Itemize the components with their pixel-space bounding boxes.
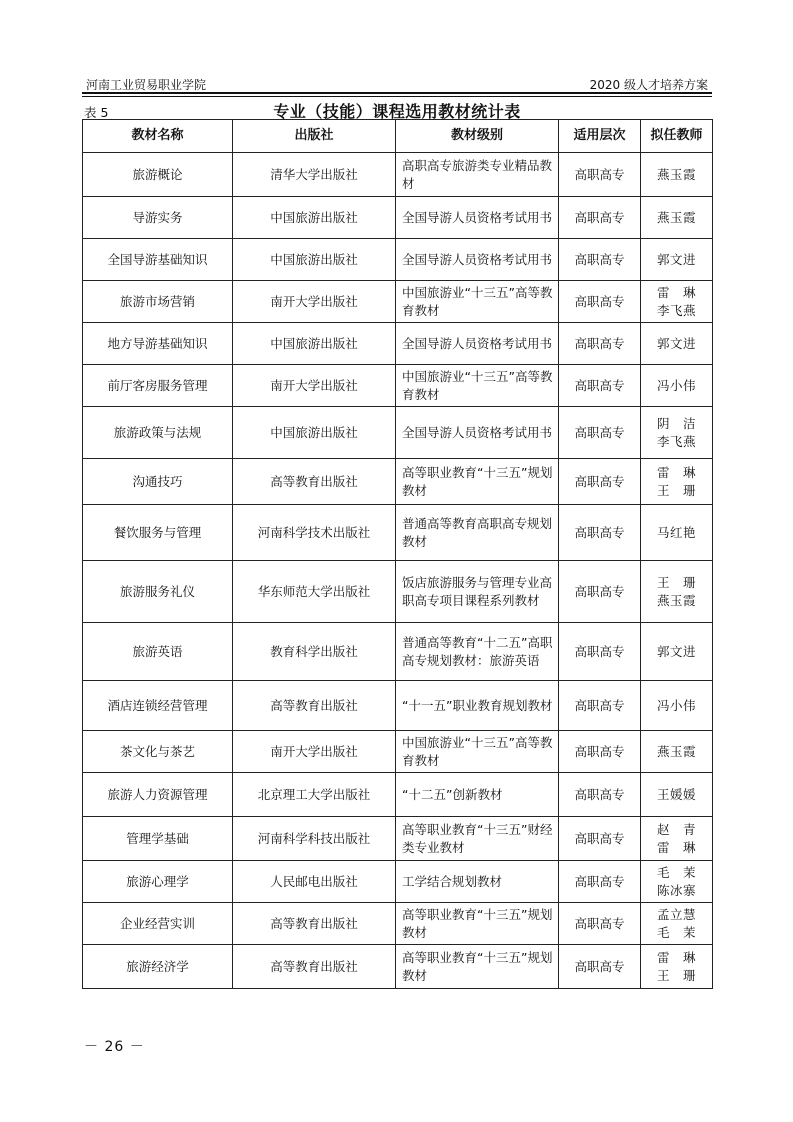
applicable-tier-cell: 高职高专 — [559, 773, 641, 817]
teacher-name: 郭文进 — [656, 643, 696, 659]
applicable-tier-cell: 高职高专 — [559, 945, 641, 989]
teacher-name: 郭文进 — [656, 251, 696, 267]
textbook-name-cell: 地方导游基础知识 — [83, 323, 233, 365]
textbook-name-cell: 旅游心理学 — [83, 861, 233, 903]
table-row — [83, 561, 713, 623]
textbook-name-cell: 餐饮服务与管理 — [83, 505, 233, 561]
table-header-row — [83, 120, 713, 153]
textbook-level-cell: 全国导游人员资格考试用书 — [396, 323, 559, 365]
textbook-level-cell: 全国导游人员资格考试用书 — [396, 197, 559, 239]
textbook-level-cell: 高等职业教育“十三五”规划教材 — [396, 903, 559, 945]
teachers-cell — [641, 945, 713, 989]
textbook-name-cell: 导游实务 — [83, 197, 233, 239]
textbook-name-cell: 沟通技巧 — [83, 459, 233, 505]
applicable-tier-cell: 高职高专 — [559, 281, 641, 323]
textbook-table — [82, 119, 713, 989]
teacher-name: 雷 琳 — [656, 839, 696, 855]
applicable-tier-cell: 高职高专 — [559, 365, 641, 407]
publisher-cell: 南开大学出版社 — [233, 731, 396, 773]
institution-name: 河南工业贸易职业学院 — [86, 78, 207, 92]
textbook-level-cell: “十二五”创新教材 — [396, 773, 559, 817]
teacher-name: 燕玉霞 — [656, 743, 696, 759]
publisher-cell: 中国旅游出版社 — [233, 197, 396, 239]
teachers-cell — [641, 623, 713, 681]
teacher-name: 王媛媛 — [656, 786, 696, 802]
publisher-cell: 河南科学技术出版社 — [233, 505, 396, 561]
applicable-tier-cell: 高职高专 — [559, 623, 641, 681]
textbook-name-cell: 企业经营实训 — [83, 903, 233, 945]
textbook-level-cell: 饭店旅游服务与管理专业高职高专项目课程系列教材 — [396, 561, 559, 623]
teachers-cell — [641, 323, 713, 365]
applicable-tier-cell: 高职高专 — [559, 459, 641, 505]
teacher-name: 燕玉霞 — [656, 592, 696, 608]
teacher-name: 冯小伟 — [656, 697, 696, 713]
textbook-level-cell: 中国旅游业“十三五”高等教育教材 — [396, 281, 559, 323]
teacher-name: 雷 琳 — [656, 284, 696, 300]
teacher-name: 毛 茉 — [656, 924, 696, 940]
textbook-level-cell: 全国导游人员资格考试用书 — [396, 239, 559, 281]
textbook-level-cell: 普通高等教育“十二五”高职高专规划教材：旅游英语 — [396, 623, 559, 681]
publisher-cell: 清华大学出版社 — [233, 153, 396, 197]
publisher-cell: 南开大学出版社 — [233, 281, 396, 323]
teachers-cell — [641, 861, 713, 903]
teachers-cell — [641, 561, 713, 623]
applicable-tier-cell: 高职高专 — [559, 731, 641, 773]
table-row — [83, 773, 713, 817]
teacher-name: 郭文进 — [656, 335, 696, 351]
teachers-cell — [641, 153, 713, 197]
textbook-name-cell: 全国导游基础知识 — [83, 239, 233, 281]
publisher-cell: 高等教育出版社 — [233, 945, 396, 989]
textbook-level-cell: 工学结合规划教材 — [396, 861, 559, 903]
table-row — [83, 407, 713, 459]
table-row — [83, 459, 713, 505]
textbook-name-cell: 旅游服务礼仪 — [83, 561, 233, 623]
textbook-level-cell: 高等职业教育“十三五”财经类专业教材 — [396, 817, 559, 861]
document-title: 2020 级人才培养方案 — [589, 78, 708, 92]
applicable-tier-cell: 高职高专 — [559, 153, 641, 197]
table-row — [83, 903, 713, 945]
teachers-cell — [641, 817, 713, 861]
table-row — [83, 281, 713, 323]
table-row — [83, 731, 713, 773]
textbook-name-cell: 旅游英语 — [83, 623, 233, 681]
applicable-tier-cell: 高职高专 — [559, 903, 641, 945]
table-row — [83, 153, 713, 197]
teacher-name: 阴 洁 — [656, 415, 696, 431]
teachers-cell — [641, 681, 713, 731]
publisher-cell: 中国旅游出版社 — [233, 239, 396, 281]
textbook-name-cell: 旅游经济学 — [83, 945, 233, 989]
header-rule-thin — [82, 96, 712, 97]
publisher-cell: 高等教育出版社 — [233, 681, 396, 731]
table-row — [83, 323, 713, 365]
publisher-cell: 教育科学出版社 — [233, 623, 396, 681]
teacher-name: 冯小伟 — [656, 377, 696, 393]
textbook-level-cell: 全国导游人员资格考试用书 — [396, 407, 559, 459]
applicable-tier-cell: 高职高专 — [559, 561, 641, 623]
teachers-cell — [641, 197, 713, 239]
textbook-level-cell: “十一五”职业教育规划教材 — [396, 681, 559, 731]
table-body — [83, 153, 713, 989]
table-row — [83, 681, 713, 731]
applicable-tier-cell: 高职高专 — [559, 407, 641, 459]
textbook-name-cell: 前厅客房服务管理 — [83, 365, 233, 407]
teachers-cell — [641, 281, 713, 323]
teacher-name: 孟立慧 — [656, 906, 696, 922]
teacher-name: 王 珊 — [656, 482, 696, 498]
table-row — [83, 623, 713, 681]
textbook-name-cell: 管理学基础 — [83, 817, 233, 861]
teacher-name: 王 珊 — [656, 967, 696, 983]
publisher-cell: 华东师范大学出版社 — [233, 561, 396, 623]
applicable-tier-cell: 高职高专 — [559, 239, 641, 281]
table-row — [83, 817, 713, 861]
teacher-name: 燕玉霞 — [656, 166, 696, 182]
applicable-tier-cell: 高职高专 — [559, 323, 641, 365]
header-rule-thick — [82, 92, 712, 94]
teacher-name: 马红艳 — [656, 524, 696, 540]
textbook-level-cell: 高等职业教育“十三五”规划教材 — [396, 459, 559, 505]
textbook-name-cell: 旅游政策与法规 — [83, 407, 233, 459]
teacher-name: 赵 青 — [656, 821, 696, 837]
publisher-cell: 中国旅游出版社 — [233, 407, 396, 459]
teachers-cell — [641, 903, 713, 945]
applicable-tier-cell: 高职高专 — [559, 861, 641, 903]
applicable-tier-cell: 高职高专 — [559, 197, 641, 239]
publisher-cell: 人民邮电出版社 — [233, 861, 396, 903]
teacher-name: 毛 茉 — [656, 864, 696, 880]
applicable-tier-cell: 高职高专 — [559, 817, 641, 861]
applicable-tier-cell: 高职高专 — [559, 681, 641, 731]
table-row — [83, 945, 713, 989]
teachers-cell — [641, 459, 713, 505]
teacher-name: 王 珊 — [656, 574, 696, 590]
teacher-name: 雷 琳 — [656, 949, 696, 965]
textbook-name-cell: 旅游市场营销 — [83, 281, 233, 323]
textbook-name-cell: 旅游人力资源管理 — [83, 773, 233, 817]
teacher-name: 陈冰寨 — [656, 882, 696, 898]
textbook-level-cell: 中国旅游业“十三五”高等教育教材 — [396, 365, 559, 407]
teachers-cell — [641, 773, 713, 817]
textbook-level-cell: 高等职业教育“十三五”规划教材 — [396, 945, 559, 989]
teachers-cell — [641, 365, 713, 407]
publisher-cell: 北京理工大学出版社 — [233, 773, 396, 817]
page-header — [82, 74, 712, 92]
textbook-level-cell: 高职高专旅游类专业精品教材 — [396, 153, 559, 197]
textbook-level-cell: 普通高等教育高职高专规划教材 — [396, 505, 559, 561]
table-title: 专业（技能）课程选用教材统计表 — [273, 102, 521, 121]
publisher-cell: 高等教育出版社 — [233, 459, 396, 505]
teacher-name: 李飞燕 — [656, 302, 696, 318]
teachers-cell — [641, 731, 713, 773]
teacher-name: 李飞燕 — [656, 433, 696, 449]
column-header: 教材级别 — [396, 120, 559, 153]
teacher-name: 雷 琳 — [656, 464, 696, 480]
table-row — [83, 861, 713, 903]
publisher-cell: 南开大学出版社 — [233, 365, 396, 407]
applicable-tier-cell: 高职高专 — [559, 505, 641, 561]
column-header: 教材名称 — [83, 120, 233, 153]
textbook-name-cell: 旅游概论 — [83, 153, 233, 197]
column-header: 适用层次 — [559, 120, 641, 153]
table-row — [83, 239, 713, 281]
table-row — [83, 197, 713, 239]
page-number: － 26 － — [84, 1039, 145, 1055]
table-row — [83, 365, 713, 407]
publisher-cell: 中国旅游出版社 — [233, 323, 396, 365]
textbook-name-cell: 茶文化与茶艺 — [83, 731, 233, 773]
teachers-cell — [641, 407, 713, 459]
textbook-level-cell: 中国旅游业“十三五”高等教育教材 — [396, 731, 559, 773]
teacher-name: 燕玉霞 — [656, 209, 696, 225]
teachers-cell — [641, 239, 713, 281]
teachers-cell — [641, 505, 713, 561]
textbook-name-cell: 酒店连锁经营管理 — [83, 681, 233, 731]
table-row — [83, 505, 713, 561]
column-header: 出版社 — [233, 120, 396, 153]
column-header: 拟任教师 — [641, 120, 713, 153]
publisher-cell: 高等教育出版社 — [233, 903, 396, 945]
publisher-cell: 河南科学科技出版社 — [233, 817, 396, 861]
table-label: 表 5 — [84, 105, 109, 120]
